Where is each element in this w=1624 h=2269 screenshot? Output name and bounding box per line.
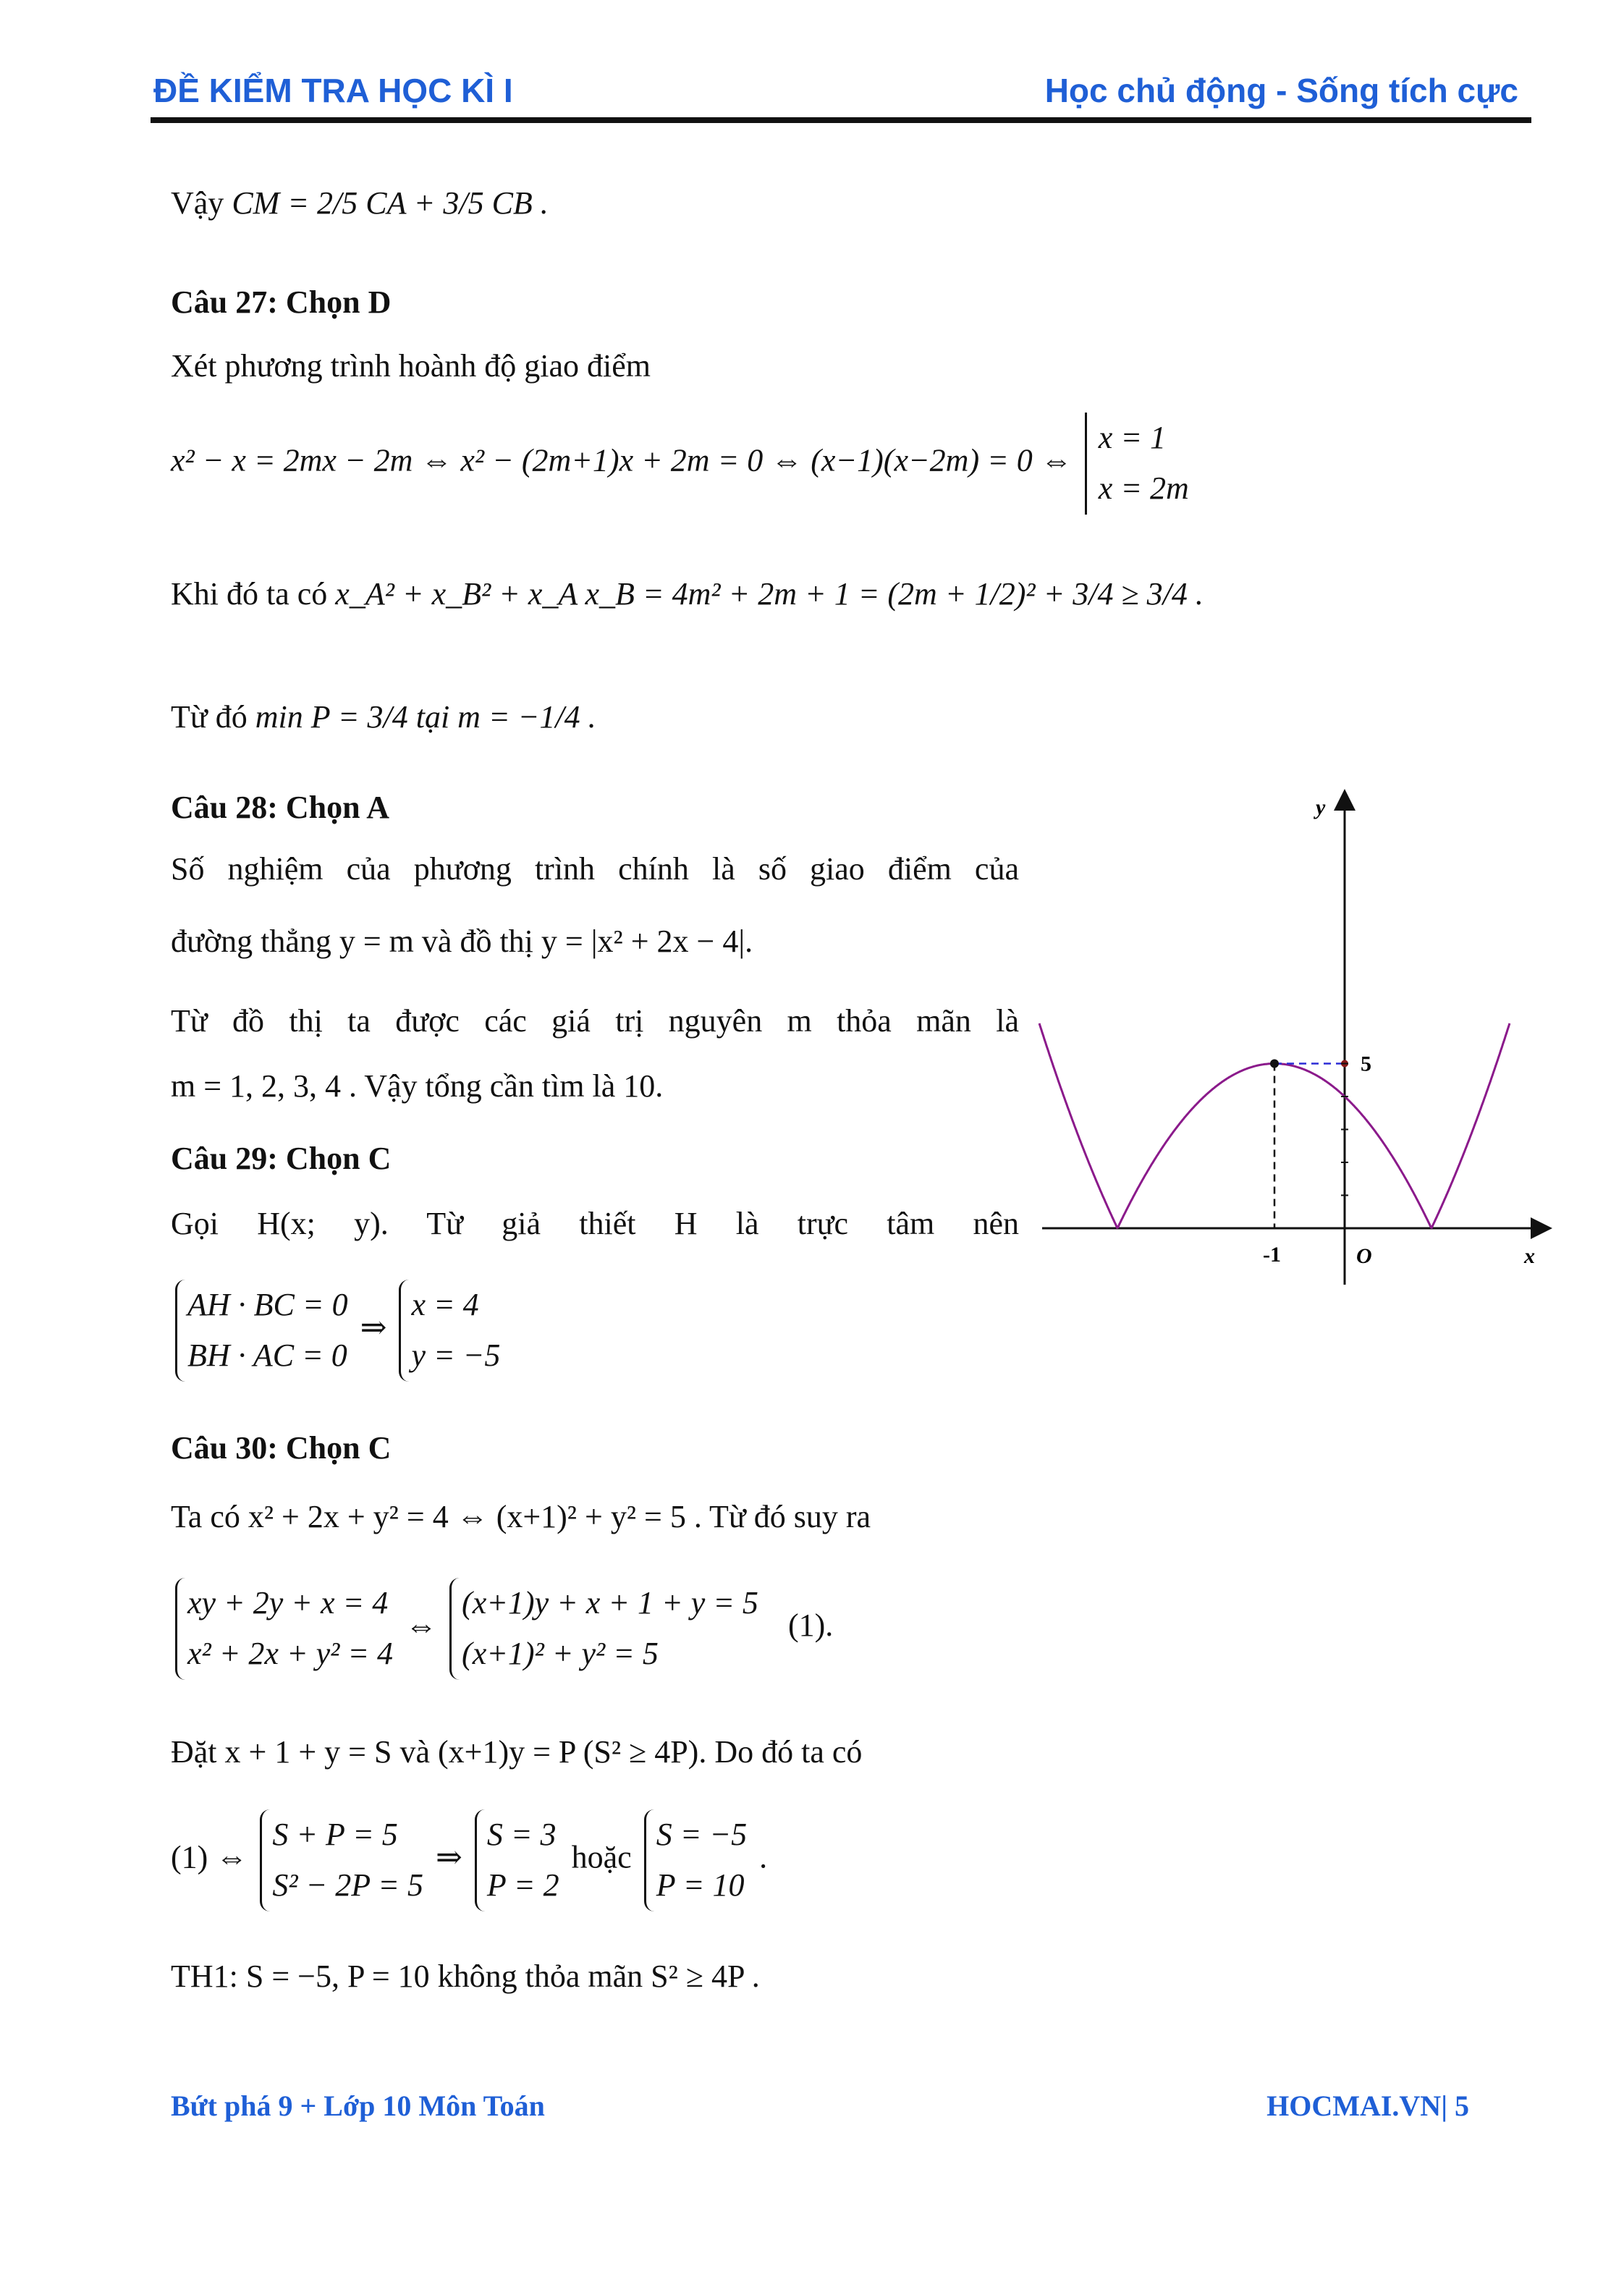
q29-line1: Gọi H(x; y). Từ giả thiết H là trực tâm nên [171, 1206, 1019, 1241]
q27-l2-equation: x_A² + x_B² + x_A x_B = 4m² + 2m + 1 = (2m + 1/2)² + 3/4 ≥ 3/4 . [335, 576, 1204, 612]
q27-l3-prefix: Từ đó [171, 699, 248, 735]
q30-or: hoặc [571, 1839, 632, 1875]
q28-line3: Từ đồ thị ta được các giá trị nguyên m thỏa mãn là [171, 1003, 1019, 1039]
tick-label-neg1: -1 [1263, 1243, 1281, 1267]
header-left: ĐỀ KIỂM TRA HỌC KÌ I [153, 72, 513, 109]
q30-l3-prefix: (1) ⇔ [171, 1839, 248, 1875]
vay-line [171, 185, 549, 221]
q27-sys-row2: x = 2m [1098, 470, 1189, 507]
origin-label: O [1356, 1244, 1372, 1268]
q30-line2: Đặt x + 1 + y = S và (x+1)y = P (S² ≥ 4P). Do đó ta có [171, 1734, 863, 1770]
tick-label-5: 5 [1361, 1052, 1371, 1076]
q30-sys2-row2: (x+1)² + y² = 5 [462, 1636, 659, 1672]
q30-sys1-row1: xy + 2y + x = 4 [187, 1585, 389, 1621]
q30-system3 [260, 1809, 423, 1911]
q28-heading: Câu 28: Chọn A [171, 790, 389, 825]
q28-line2: đường thẳng y = m và đồ thị y = |x² + 2x − 4|. [171, 924, 753, 959]
q30-sys5-row1: S = −5 [656, 1817, 748, 1852]
q30-iff: ⇔ [405, 1607, 438, 1644]
q27-heading: Câu 27: Chọn D [171, 284, 392, 320]
vertex-point [1270, 1060, 1279, 1068]
q30-line3: (1) ⇔ S + P = 5 S² − 2P = 5 ⇒ S = 3 P = 2 hoặc S = −5 P = 10 . [171, 1809, 767, 1911]
q29-system2 [399, 1280, 500, 1382]
q29-sys2-row1: x = 4 [411, 1287, 479, 1322]
vay-equation: CM = 2/5 CA + 3/5 CB . [232, 185, 549, 221]
q30-sys2-row1: (x+1)y + x + 1 + y = 5 [462, 1585, 758, 1621]
header-right: Học chủ động - Sống tích cực [1044, 72, 1518, 109]
q29-sys2-row2: y = −5 [411, 1338, 501, 1374]
q27-line1: Xét phương trình hoành độ giao điểm [171, 348, 651, 384]
q27-l2-prefix: Khi đó ta có [171, 576, 328, 612]
q30-heading: Câu 30: Chọn C [171, 1430, 392, 1466]
q27-bracket-system [1085, 413, 1189, 515]
q30-sys3-row1: S + P = 5 [272, 1817, 398, 1852]
q30-tag1: (1). [787, 1607, 834, 1644]
q29-sys1-row2: BH · AC = 0 [187, 1338, 347, 1374]
q30-sys3-row2: S² − 2P = 5 [272, 1867, 423, 1903]
q29-sys1-row1: AH · BC = 0 [187, 1287, 348, 1322]
q28-line1: Số nghiệm của phương trình chính là số giao điểm của [171, 851, 1019, 887]
q27-eq1-text: x² − x = 2mx − 2m ⇔ x² − (2m+1)x + 2m = 0 ⇔ (x−1)(x−2m) = 0 ⇔ [171, 442, 1073, 478]
y-axis-label: y [1316, 795, 1326, 819]
q29-systems [171, 1280, 504, 1382]
q27-equation1 [171, 413, 1193, 515]
q30-sys4-row2: P = 2 [486, 1867, 559, 1903]
q30-sys1-row2: x² + 2x + y² = 4 [187, 1636, 394, 1672]
header-rule [151, 117, 1531, 123]
q27-line2 [171, 575, 1204, 612]
q29-heading: Câu 29: Chọn C [171, 1141, 392, 1176]
footer-right: HOCMAI.VN| 5 [1266, 2090, 1469, 2122]
function-graph [1035, 785, 1556, 1292]
footer-left: Bứt phá 9 + Lớp 10 Môn Toán [171, 2090, 545, 2122]
q27-sys-row1: x = 1 [1098, 420, 1167, 455]
q30-sys4-row1: S = 3 [486, 1817, 557, 1852]
q30-line4: TH1: S = −5, P = 10 không thỏa mãn S² ≥ 4P . [171, 1959, 760, 1994]
vay-prefix: Vậy [171, 185, 224, 221]
x-axis-label: x [1524, 1244, 1535, 1268]
q30-system5 [644, 1809, 747, 1911]
q29-system1 [175, 1280, 348, 1382]
q30-system1 [175, 1578, 393, 1680]
q30-implies: ⇒ [435, 1839, 462, 1875]
q30-systems [171, 1578, 833, 1680]
q27-line3 [171, 698, 596, 735]
q27-l3-equation: min P = 3/4 tại m = −1/4 . [255, 699, 596, 735]
q30-sys5-row2: P = 10 [656, 1867, 745, 1903]
q30-system2 [449, 1578, 758, 1680]
q29-implies: ⇒ [360, 1309, 387, 1345]
q28-line4: m = 1, 2, 3, 4 . Vậy tổng cần tìm là 10. [171, 1068, 664, 1104]
q30-line1: Ta có x² + 2x + y² = 4 ⇔ (x+1)² + y² = 5 . Từ đó suy ra [171, 1499, 871, 1534]
q30-system4 [475, 1809, 559, 1911]
